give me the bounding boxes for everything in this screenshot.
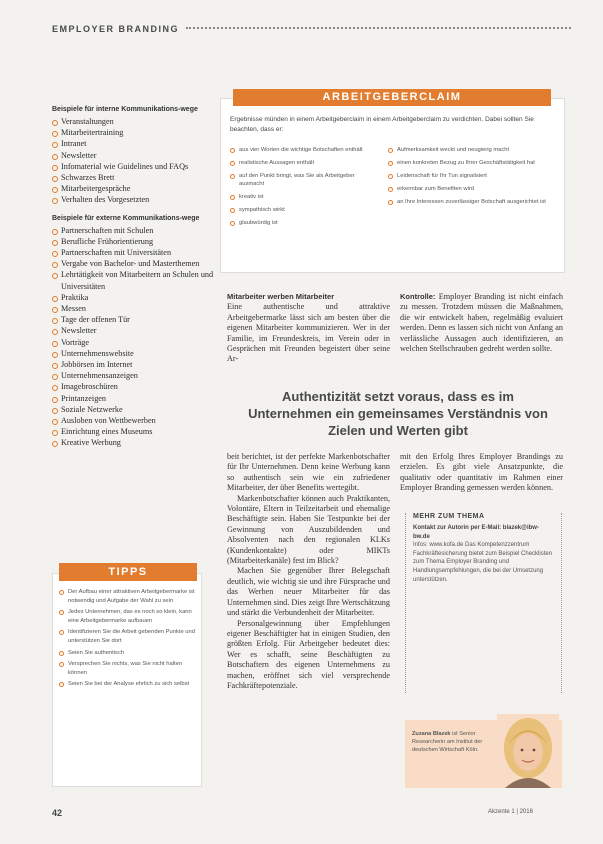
list-item: Imagebroschüren	[52, 381, 217, 392]
claim-title: ARBEITGEBERCLAIM	[233, 89, 551, 106]
list-item: Einrichtung eines Museums	[52, 426, 217, 437]
claim-list-right	[388, 146, 553, 211]
list-item: Newsletter	[52, 325, 217, 336]
article-paragraph: Employer Branding ist nicht einfach zu messen. Trotzdem müssen die Maßnahmen, die wir entwickelt haben, regelmäßig evaluiert werden. Denn es lassen sich nicht von Anfang an verlässliche Aussagen auch identifizieren, an welchen Stellschrauben gedreht werden sollte.	[400, 292, 563, 354]
external-list	[52, 225, 217, 449]
list-item: Mitarbeitertraining	[52, 127, 217, 138]
author-box	[405, 720, 562, 788]
author-name: Zuzana Blazek	[412, 731, 451, 737]
list-item: Verhalten des Vorgesetzten	[52, 194, 217, 205]
article-paragraph: Machen Sie gegenüber Ihrer Belegschaft deutlich, wie wichtig sie und ihre Fürsprache und das Werben neuer Mitarbeiter für das Unternehmen sind. Dies zeigt Ihre Wertschätzung und stärkt die Verbundenheit der Mitarbeiter.	[227, 566, 390, 618]
section-header: EMPLOYER BRANDING	[52, 24, 180, 34]
list-item: Schwarzes Brett	[52, 172, 217, 183]
article-col-1	[227, 292, 390, 365]
article-paragraph: Eine authentische und attraktive Arbeitgebermarke lässt sich am besten über die eigenen Mitarbeiter kommunizieren. Wer in der Familie, im Freundeskreis, im Verein oder in Gesprächen mit Freunden begeistert über seine Ar-	[227, 302, 390, 364]
article-paragraph: beit berichtet, ist der perfekte Markenbotschafter für Ihr Unternehmen. Denn keine Werbung kann so authentisch sein wie ein zufriedener Mitarbeiter, der über Benefits wertegibt.	[227, 452, 390, 493]
list-item: Seien Sie authentisch	[59, 649, 199, 658]
list-item: Partnerschaften mit Universitäten	[52, 247, 217, 258]
article-col-2	[400, 292, 563, 354]
list-item: Aufmerksamkeit weckt und neugierig macht	[388, 146, 553, 154]
tipps-list	[59, 588, 199, 692]
magazine-footer: Akzente 1 | 2016	[488, 809, 533, 815]
communication-examples	[52, 105, 217, 457]
list-item: auf den Punkt bringt, was Sie als Arbeitgeber ausmacht	[230, 172, 380, 188]
list-item: Leidenschaft für Ihr Tun signalisiert	[388, 172, 553, 180]
contact-line: Kontakt zur Autorin per E-Mail: blazek@ibw-bw.de	[413, 525, 539, 540]
list-item: Lehrtätigkeit von Mitarbeitern an Schulen und Universitäten	[52, 269, 217, 291]
internal-list	[52, 116, 217, 206]
list-item: Identifizieren Sie die Arbeit gebenden Punkte und unterstützen Sie dort	[59, 628, 199, 645]
list-item: Der Aufbau einer attraktiven Arbeitgebermarke ist notwendig und Aufgabe der Wahl zu sein	[59, 588, 199, 605]
list-item: Jobbörsen im Internet	[52, 359, 217, 370]
list-item: Seien Sie bei der Analyse ehrlich zu sich selbst	[59, 680, 199, 689]
list-item: Veranstaltungen	[52, 116, 217, 127]
article-subhead: Mitarbeiter werben Mitarbeiter	[227, 292, 335, 301]
author-description: ist Senior Researcherin am Institut der deutschen Wirtschaft Köln.	[412, 731, 483, 753]
external-heading: Beispiele für externe Kommunikations-wege	[52, 214, 200, 222]
list-item: Ausloben von Wettbewerben	[52, 415, 217, 426]
list-item: Partnerschaften mit Schulen	[52, 225, 217, 236]
info-text: Infos: www.kofa.de Das Kompetenzzentrum Fachkräftesicherung bietet zum Beispiel Checklisten zum Thema Employer Branding und Handlungsempfehlungen, die bei der Umsetzung unterstützen.	[413, 542, 553, 583]
list-item: Jedes Unternehmen, das es noch so klein, kann eine Arbeitgebermarke aufbauen	[59, 608, 199, 625]
list-item: Infomaterial wie Guidelines und FAQs	[52, 161, 217, 172]
list-item: erkennbar zum Benefiten wird	[388, 185, 553, 193]
list-item: Printanzeigen	[52, 393, 217, 404]
author-bio	[412, 730, 502, 754]
list-item: Intranet	[52, 138, 217, 149]
article-paragraph: Personalgewinnung über Empfehlungen eigener Beschäftigter hat in einigen Studien, den größten Erfolg. Für Arbeitgeber bedeutet dies: Wer es schafft, seine Beschäftigten zu Botschaftern des eigenen Unternehmens zu machen, eröffnet sich viel versprechende Fachkräftepotenziale.	[227, 618, 390, 690]
list-item: Praktika	[52, 292, 217, 303]
list-item: Newsletter	[52, 150, 217, 161]
list-item: aus vier Worten die wichtige Botschaften enthält	[230, 146, 380, 154]
list-item: Vergabe von Bachelor- und Masterthemen	[52, 258, 217, 269]
list-item: glaubwürdig ist	[230, 219, 380, 227]
list-item: kreativ ist	[230, 193, 380, 201]
mehr-heading: MEHR ZUM THEMA	[413, 513, 485, 520]
header-divider	[186, 27, 571, 29]
article-paragraph: Markenbotschafter können auch Praktikanten, Volontäre, Eltern in Teilzeitarbeit und ehemalige Beschäftigte sein. Haben Sie Testpunkte bei der Gewinnung von Auszubildenden und Absolventen nach den regionalen KLKs (Kundenkontakte) oder MIKTs (Mitarbeiterkanäle) fest im Blick?	[227, 493, 390, 566]
list-item: realistische Aussagen enthält	[230, 159, 380, 167]
list-item: Mitarbeitergespräche	[52, 183, 217, 194]
list-item: Unternehmenswebsite	[52, 348, 217, 359]
claim-intro: Ergebnisse münden in einem Arbeitgeberclaim in einem Arbeitgeberclaim zu verdichten. Dabei sollten Sie beachten, dass er:	[230, 116, 534, 133]
internal-heading: Beispiele für interne Kommunikations-wege	[52, 106, 198, 113]
list-item: sympathisch wirkt	[230, 206, 380, 214]
list-item: Messen	[52, 303, 217, 314]
arbeitgeberclaim-box	[220, 91, 565, 273]
tipps-box	[52, 566, 202, 787]
list-item: Unternehmensanzeigen	[52, 370, 217, 381]
list-item: Soziale Netzwerke	[52, 404, 217, 415]
mehr-zum-thema-box	[405, 513, 562, 693]
article-col-4	[400, 452, 563, 494]
claim-list-left	[230, 146, 380, 232]
page-number: 42	[52, 808, 63, 818]
article-subhead: Kontrolle:	[400, 292, 436, 301]
list-item: Vorträge	[52, 337, 217, 348]
article-paragraph: mit den Erfolg Ihres Employer Brandings zu erzielen. Es gibt viele Ansatzpunkte, die qualitativ oder quantitativ im Rahmen einer Employer Branding gemessen werden können.	[400, 452, 563, 493]
pull-quote: Authentizität setzt voraus, dass es im Unternehmen ein gemeinsames Verständnis von Zielen und Werten gibt	[248, 389, 548, 438]
article-col-3	[227, 452, 390, 691]
tipps-title: TIPPS	[59, 563, 197, 581]
author-photo	[497, 714, 559, 788]
list-item: Tage der offenen Tür	[52, 314, 217, 325]
list-item: Kreative Werbung	[52, 437, 217, 448]
list-item: Versprechen Sie nichts, was Sie nicht halten können	[59, 660, 199, 677]
list-item: Berufliche Frühorientierung	[52, 236, 217, 247]
list-item: an Ihre Interessen zuverlässiger Botschaft ausgerichtet ist	[388, 198, 553, 206]
list-item: einen konkreten Bezug zu Ihrer Geschäftstätigkeit hat	[388, 159, 553, 167]
